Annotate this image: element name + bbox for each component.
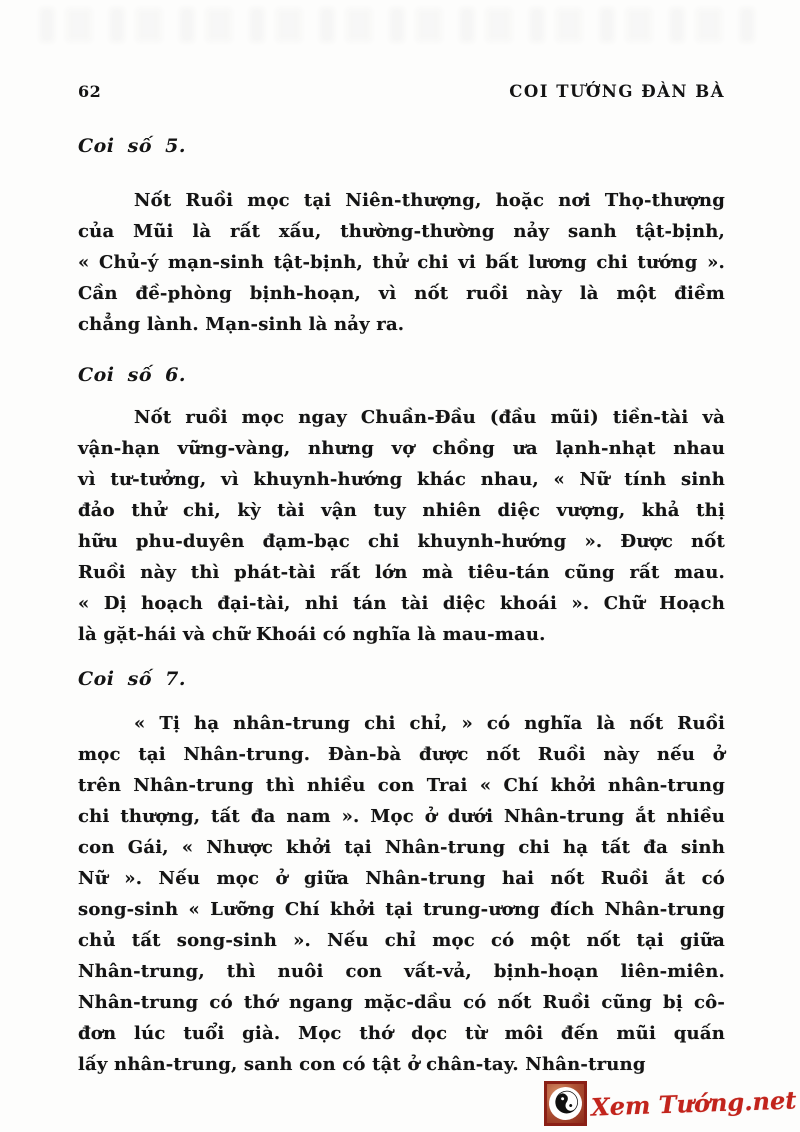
text-line: Nhân-trung có thớ ngang mặc-dầu có nốt Ruồi cũng bị cô- [78,992,725,1013]
text-line: là gặt-hái và chữ Khoái có nghĩa là mau-mau. [78,624,546,645]
section-paragraph-coi-so-6 [78,402,725,650]
text-line: vận-hạn vững-vàng, nhưng vợ chồng ưa lạnh-nhạt nhau [78,438,725,459]
text-line: con Gái, « Nhược khởi tại Nhân-trung chi hạ tất đa sinh [78,837,725,858]
yin-yang-icon: ☯ [543,1080,588,1126]
section-paragraph-coi-so-7 [78,708,725,1080]
text-line: đơn lúc tuổi già. Mọc thớ dọc từ môi đến mũi quấn [78,1023,725,1044]
text-line: « Chủ-ý mạn-sinh tật-bịnh, thử chi vi bất lương chi tướng ». [78,252,725,273]
text-line: Nữ ». Nếu mọc ở giữa Nhân-trung hai nốt Ruồi ắt có [78,868,725,889]
yin-yang-logo [544,1081,587,1126]
text-line: đảo thử chi, kỳ tài vận tuy nhiên diệc vượng, khả thị [78,500,725,521]
page-number: 62 [78,82,102,101]
text-line: chủ tất song-sinh ». Nếu chỉ mọc có một nốt tại giữa [78,930,725,951]
text-line: Nhân-trung, thì nuôi con vất-vả, bịnh-hoạn liên-miên. [78,961,725,982]
text-line: vì tư-tưởng, vì khuynh-hướng khác nhau, « Nữ tính sinh [78,469,725,490]
text-line: Nốt Ruồi mọc tại Niên-thượng, hoặc nơi Thọ-thượng [134,190,725,211]
text-line: hữu phu-duyên đạm-bạc chi khuynh-hướng ». Được nốt [78,531,725,552]
section-paragraph-coi-so-5 [78,185,725,340]
watermark-text: Xem Tướng.net [590,1085,797,1122]
text-line: Nốt ruồi mọc ngay Chuần-Đầu (đầu mũi) tiền-tài và [134,407,725,428]
text-line: lấy nhân-trung, sanh con có tật ở chân-tay. Nhân-trung [78,1054,646,1075]
text-line: « Dị hoạch đại-tài, nhi tán tài diệc khoái ». Chữ Hoạch [78,593,725,614]
text-line: của Mũi là rất xấu, thường-thường nảy sanh tật-bịnh, [78,221,725,242]
text-line: trên Nhân-trung thì nhiều con Trai « Chí khởi nhân-trung [78,775,725,796]
section-heading-coi-so-7: Coi số 7. [78,668,186,690]
text-line: Cần đề-phòng bịnh-hoạn, vì nốt ruồi này là một điềm [78,283,725,304]
running-title: COI TƯỚNG ĐÀN BÀ [509,82,725,101]
xemtuong-watermark [544,1081,796,1126]
scan-bleed-artifact [40,8,760,42]
section-heading-coi-so-5: Coi số 5. [78,135,186,157]
text-line: mọc tại Nhân-trung. Đàn-bà được nốt Ruồi này nếu ở [78,744,725,765]
text-line: chi thượng, tất đa nam ». Mọc ở dưới Nhân-trung ắt nhiều [78,806,725,827]
text-line: chẳng lành. Mạn-sinh là nảy ra. [78,314,405,335]
page-header [78,82,725,101]
section-heading-coi-so-6: Coi số 6. [78,364,186,386]
text-line: Ruồi này thì phát-tài rất lớn mà tiêu-tán cũng rất mau. [78,562,725,583]
text-line: song-sinh « Lưỡng Chí khởi tại trung-ương đích Nhân-trung [78,899,725,920]
text-line: « Tị hạ nhân-trung chi chỉ, » có nghĩa là nốt Ruồi [134,713,725,734]
